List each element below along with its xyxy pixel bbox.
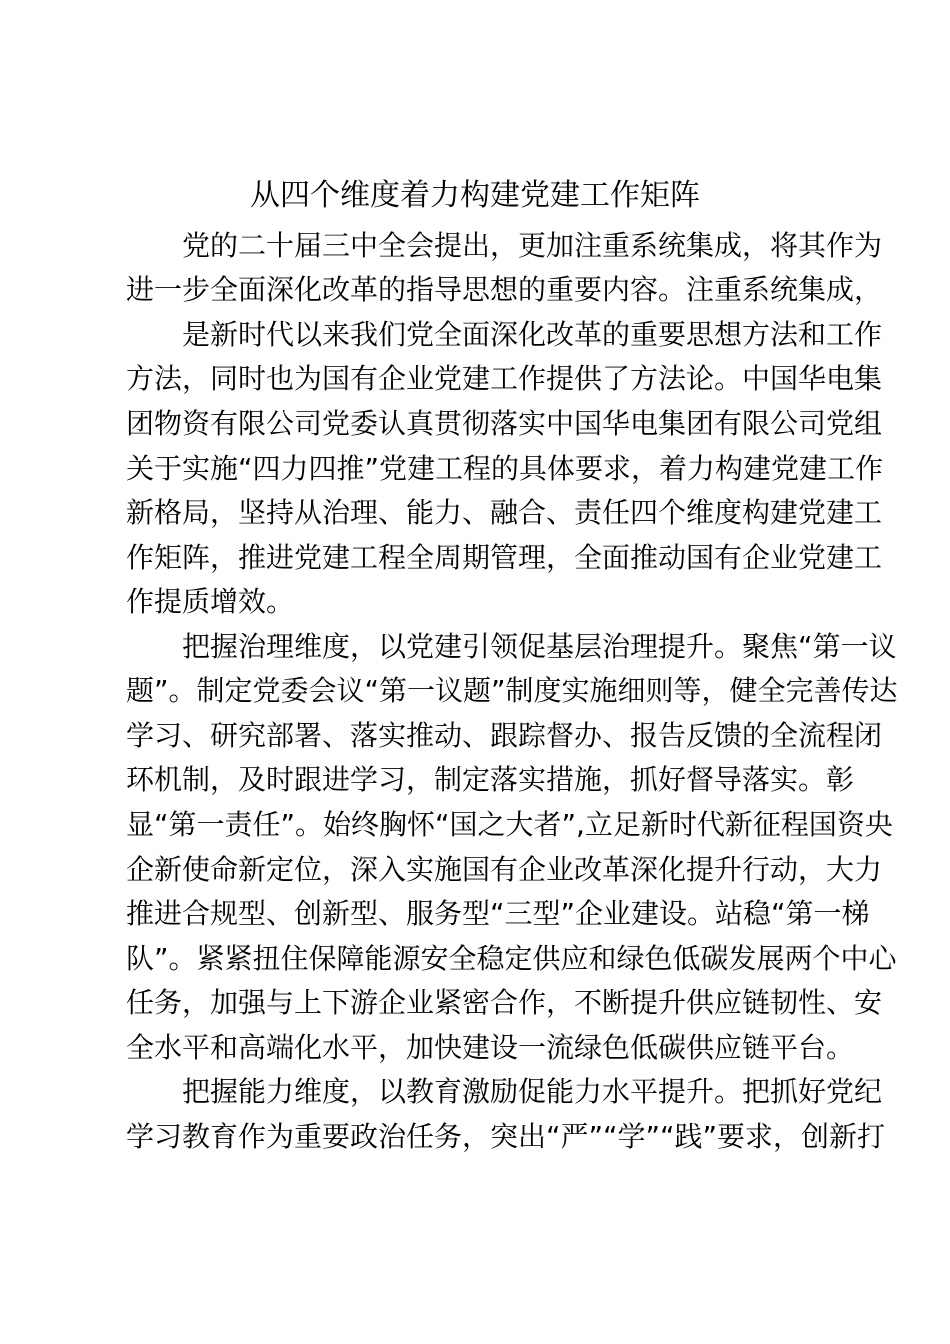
paragraph-line: 作提质增效。 [126,585,295,618]
paragraph-line: 把握能力维度，以教育激励促能力水平提升。把抓好党纪 [182,1075,883,1108]
paragraph-line: 企新使命新定位，深入实施国有企业改革深化提升行动，大力 [126,853,883,886]
paragraph-line: 新格局，坚持从治理、能力、融合、责任四个维度构建党建工 [126,496,883,529]
paragraph-line: 关于实施“四力四推”党建工程的具体要求，着力构建党建工作 [126,452,884,485]
paragraph-line: 是新时代以来我们党全面深化改革的重要思想方法和工作 [182,318,883,351]
paragraph-line: 把握治理维度，以党建引领促基层治理提升。聚焦“第一议 [182,630,897,663]
paragraph-line: 方法，同时也为国有企业党建工作提供了方法论。中国华电集 [126,362,883,395]
document-title: 从四个维度着力构建党建工作矩阵 [250,178,700,213]
paragraph-line: 任务，加强与上下游企业紧密合作，不断提升供应链韧性、安 [126,986,883,1019]
paragraph-line: 作矩阵，推进党建工程全周期管理，全面推动国有企业党建工 [126,541,883,574]
paragraph-line: 题”。制定党委会议“第一议题”制度实施细则等，健全完善传达 [126,674,898,707]
paragraph-line: 党的二十届三中全会提出，更加注重系统集成，将其作为 [182,229,883,262]
paragraph-line: 学习教育作为重要政治任务，突出“严”“学”“践”要求，创新打 [126,1120,886,1153]
paragraph-line: 学习、研究部署、落实推动、跟踪督办、报告反馈的全流程闭 [126,719,883,752]
paragraph-line: 环机制，及时跟进学习，制定落实措施，抓好督导落实。彰 [126,763,855,796]
paragraph-line: 进一步全面深化改革的指导思想的重要内容。注重系统集成， [126,273,883,306]
paragraph-line: 全水平和高端化水平，加快建设一流绿色低碳供应链平台。 [126,1031,855,1064]
paragraph-line: 团物资有限公司党委认真贯彻落实中国华电集团有限公司党组 [126,407,883,440]
paragraph-line: 显“第一责任”。始终胸怀“国之大者”,立足新时代新征程国资央 [126,808,893,841]
paragraph-line: 推进合规型、创新型、服务型“三型”企业建设。站稳“第一梯 [126,897,870,930]
paragraph-line: 队”。紧紧扭住保障能源安全稳定供应和绿色低碳发展两个中心 [126,942,897,975]
